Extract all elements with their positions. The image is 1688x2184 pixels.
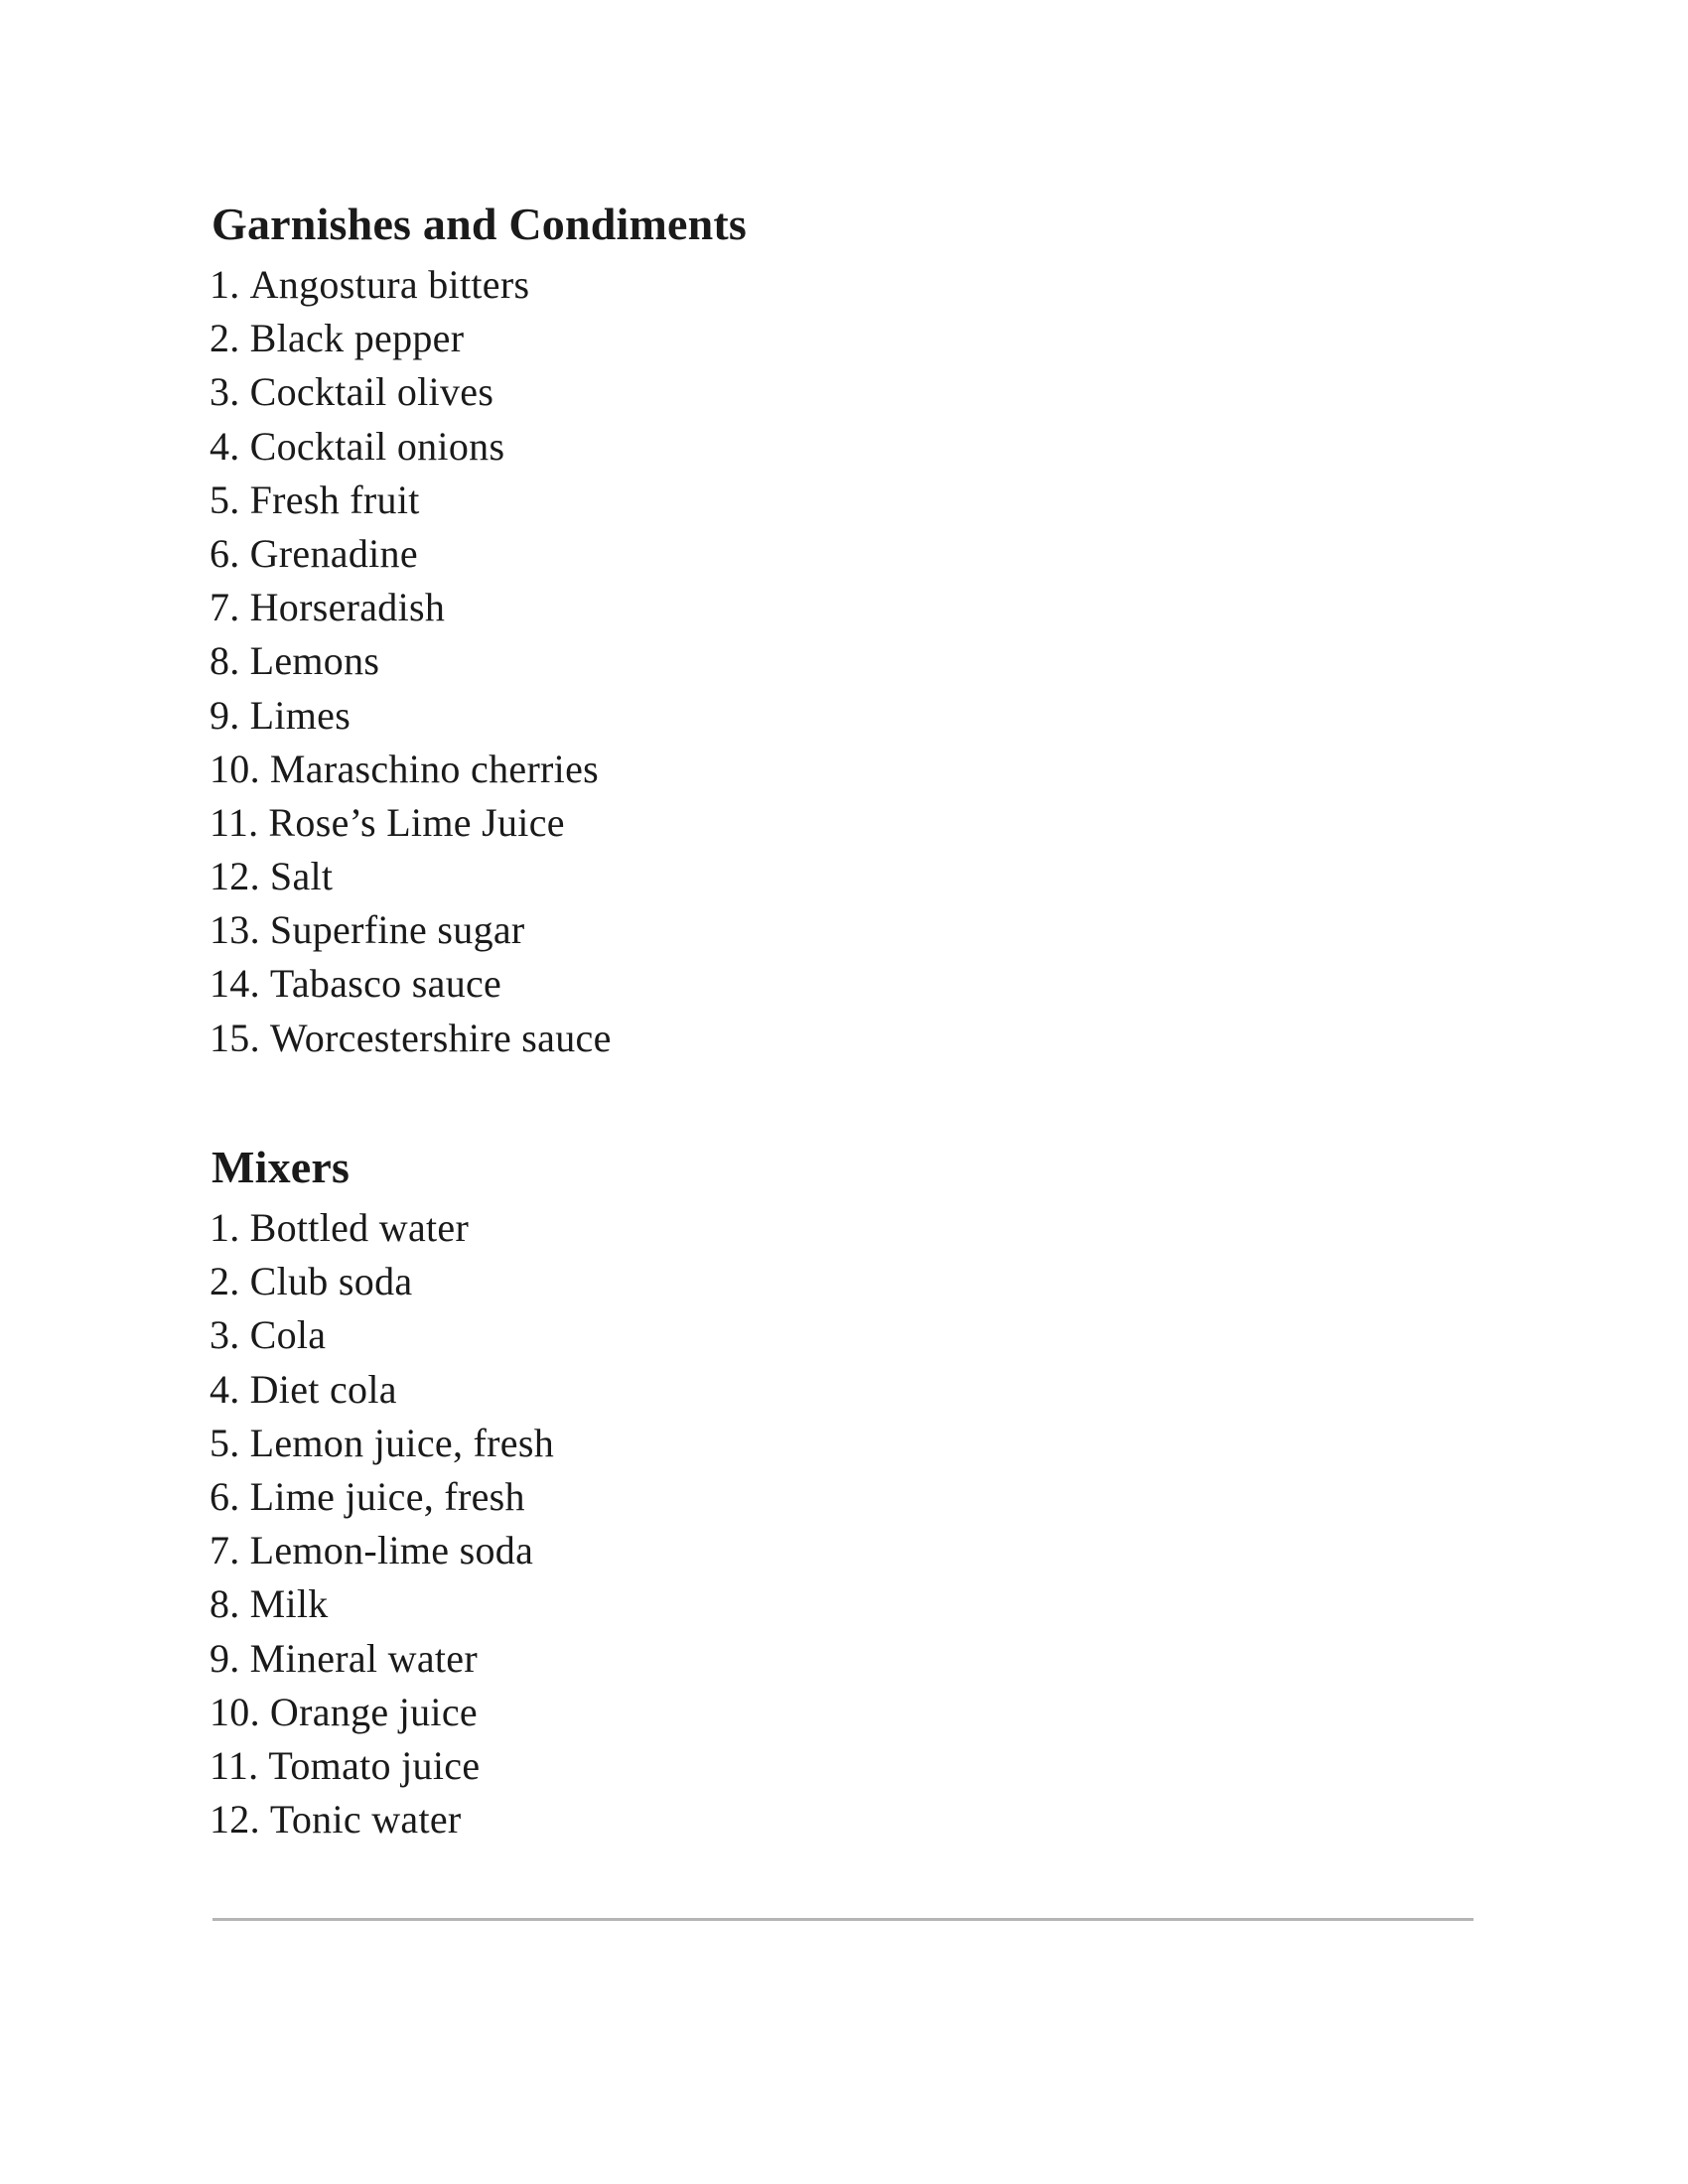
list-item [210,1012,747,1065]
section-mixers [210,1134,554,1846]
list-item-text: Lime juice, fresh [249,1473,525,1519]
list-item-number: 6. [210,530,240,576]
list-item-number: 12. [210,854,260,899]
list-item-number: 11. [210,1742,259,1788]
list-item [210,796,747,850]
list-item-number: 12. [210,1797,260,1843]
list-item-text: Grenadine [249,530,418,576]
list-item-number: 13. [210,907,260,953]
list-item-number: 2. [210,316,240,361]
list-item-number: 1. [210,262,240,307]
list-item-text: Tabasco sauce [269,961,502,1007]
list-item-text: Tonic water [269,1797,462,1843]
list-item-number: 3. [210,369,240,415]
list-item [210,957,747,1011]
list-item [210,850,747,903]
list-item-text: Mineral water [249,1635,478,1681]
list-item-number: 7. [210,585,240,630]
list-item-text: Rose’s Lime Juice [268,799,565,845]
section-heading: Mixers [211,1142,351,1192]
list-item [210,743,747,796]
list-item [210,1793,554,1846]
section-heading: Garnishes and Condiments [211,199,748,249]
list-item-number: 1. [210,1205,240,1250]
list-item-text: Club soda [249,1259,413,1304]
list-item-text: Salt [269,854,334,899]
list-item [210,689,747,743]
list-item-number: 15. [210,1015,260,1060]
list-item-number: 5. [210,477,240,522]
list-item-text: Lemon-lime soda [249,1528,534,1573]
list-item-text: Worcestershire sauce [269,1015,612,1060]
list-item-text: Orange juice [269,1689,478,1734]
list-item-number: 8. [210,638,240,684]
list-item-text: Lemons [249,638,380,684]
list-item-number: 4. [210,423,240,469]
list-item-number: 14. [210,961,260,1007]
list-item-number: 6. [210,1473,240,1519]
horizontal-rule [212,1918,1474,1921]
list-item-text: Milk [249,1581,329,1627]
garnishes-list [210,258,747,1065]
list-item-text: Cocktail olives [249,369,494,415]
list-item [210,1201,554,1255]
list-item [210,420,747,474]
list-item-number: 8. [210,1581,240,1627]
list-item-text: Diet cola [249,1366,397,1412]
list-item-number: 3. [210,1312,240,1358]
list-item-number: 4. [210,1366,240,1412]
list-item [210,634,747,688]
list-item [210,581,747,634]
list-item-number: 7. [210,1528,240,1573]
list-item-number: 2. [210,1259,240,1304]
list-item-text: Cocktail onions [249,423,505,469]
list-item-number: 10. [210,1689,260,1734]
list-item-number: 9. [210,1635,240,1681]
list-item [210,1255,554,1308]
list-item-number: 10. [210,746,260,791]
list-item [210,1739,554,1793]
mixers-list [210,1201,554,1846]
list-item-text: Black pepper [249,316,465,361]
list-item [210,903,747,957]
list-item-text: Cola [249,1312,327,1358]
list-item [210,1577,554,1631]
list-item [210,1363,554,1417]
list-item [210,474,747,527]
list-item-text: Limes [249,692,352,738]
list-item-text: Lemon juice, fresh [249,1420,555,1465]
list-item [210,1632,554,1686]
list-item-text: Fresh fruit [249,477,420,522]
list-item-text: Horseradish [249,585,446,630]
list-item-text: Superfine sugar [269,907,525,953]
list-item-number: 9. [210,692,240,738]
list-item [210,1308,554,1362]
list-item-text: Bottled water [249,1205,470,1250]
section-garnishes-and-condiments [210,191,747,1065]
list-item-number: 11. [210,799,259,845]
list-item [210,258,747,312]
list-item [210,1417,554,1470]
list-item-text: Maraschino cherries [269,746,600,791]
list-item [210,1524,554,1577]
list-item [210,1470,554,1524]
list-item [210,365,747,419]
list-item [210,527,747,581]
list-item [210,312,747,365]
list-item [210,1686,554,1739]
list-item-text: Angostura bitters [249,262,530,307]
list-item-number: 5. [210,1420,240,1465]
list-item-text: Tomato juice [268,1742,481,1788]
